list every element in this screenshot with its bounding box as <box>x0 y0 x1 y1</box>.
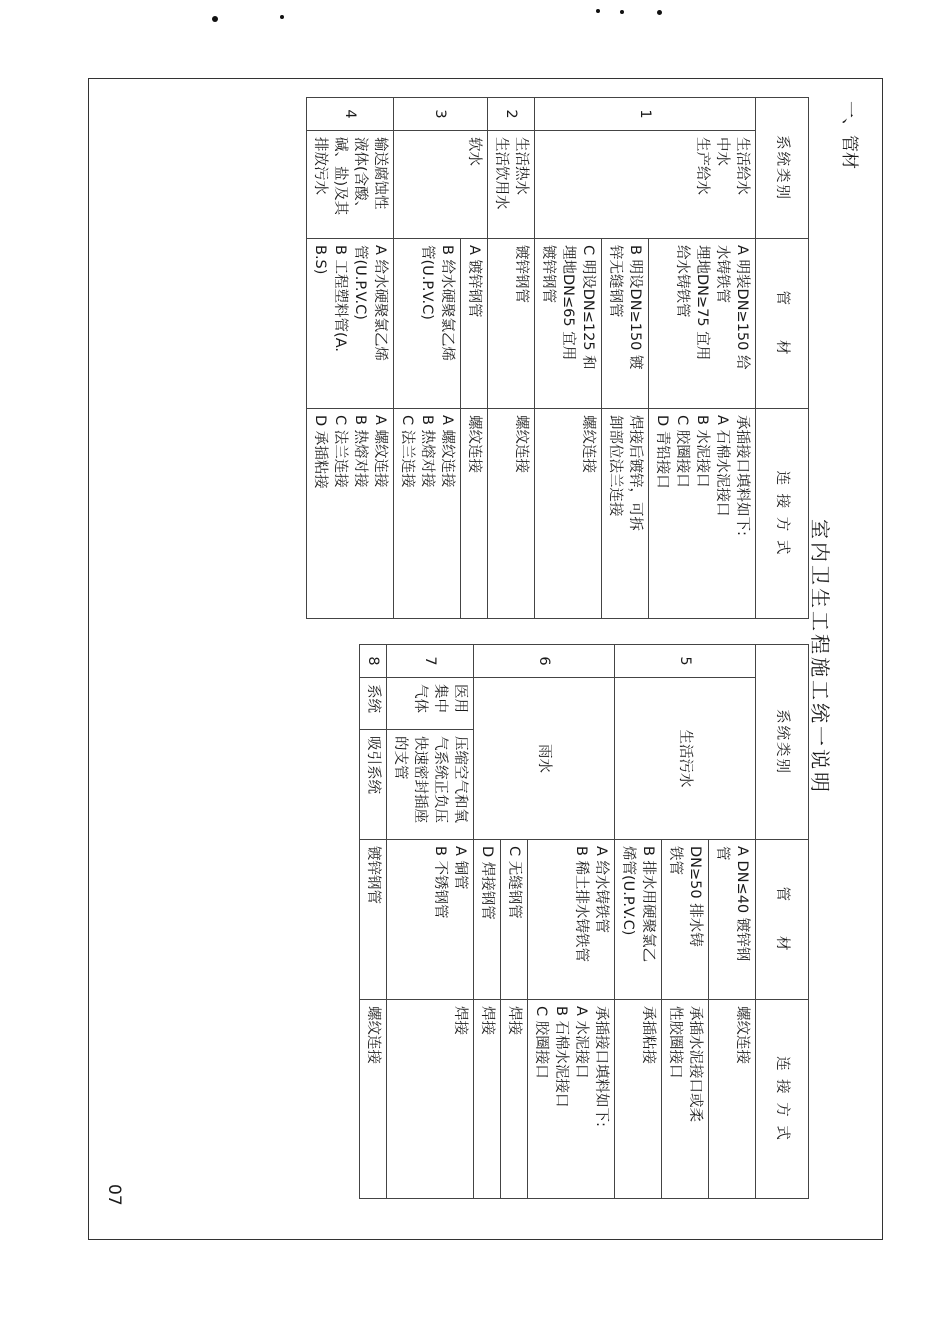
subsystem-line: 的支管 <box>392 736 408 780</box>
row-number: 7 <box>387 645 474 678</box>
connection-line: 焊接 <box>452 1006 468 1035</box>
pipe-line: 埋地DN≤65 宜用 <box>560 245 576 361</box>
system-line: 雨水 <box>536 744 552 773</box>
pipe-material <box>528 840 615 1000</box>
connection-line: 性胶圈接口 <box>667 1006 683 1079</box>
connection-line: B 热熔对接 <box>352 415 368 488</box>
pipe-line: C 明设DN≤125 和 <box>580 245 596 370</box>
system-line: 液体(含酸、 <box>352 137 368 216</box>
pipe-material <box>649 239 756 409</box>
connection-line: 螺纹连接 <box>513 415 529 473</box>
table-header-row <box>756 645 809 1199</box>
pipe-line: B.S) <box>312 245 328 275</box>
system-line: 输送腐蚀性 <box>372 137 388 210</box>
connection-line: 焊接后镀锌，可拆 <box>627 415 643 531</box>
pipe-line: D 焊接钢管 <box>479 846 495 920</box>
system-category <box>488 131 535 239</box>
pipe-material <box>474 840 501 1000</box>
table-row <box>307 98 394 619</box>
pipe-line: 管(U.P.V.C) <box>352 245 368 320</box>
system-line: 生活饮用水 <box>493 137 509 210</box>
table-row <box>488 98 535 619</box>
document-title: 室内卫生工程施工统一说明 <box>808 519 832 795</box>
table-row <box>461 98 488 619</box>
pipe-material <box>488 239 535 409</box>
connection-method <box>474 1000 501 1199</box>
pipe-line: 水铸铁管 <box>714 245 730 303</box>
row-number: 1 <box>535 98 756 131</box>
system-category <box>360 678 387 730</box>
connection-method <box>360 1000 387 1199</box>
pipe-line: B 稀土排水铸铁管 <box>573 846 589 963</box>
connection-method <box>602 409 649 619</box>
connection-line: C 胶圈接口 <box>674 415 690 488</box>
system-line: 中水 <box>714 137 730 166</box>
system-line: 生产给水 <box>694 137 710 195</box>
table-row <box>528 645 615 1199</box>
system-subcategory <box>360 730 387 840</box>
pipe-line: B 明设DN≥150 镀 <box>627 245 643 370</box>
connection-line: B 热熔对接 <box>419 415 435 488</box>
connection-line: A 水泥接口 <box>573 1006 589 1079</box>
system-category <box>474 678 615 840</box>
connection-line: 承插粘接 <box>640 1006 656 1064</box>
table-header-row <box>756 98 809 619</box>
pipe-line: B 排水用硬聚氯乙 <box>640 846 656 963</box>
connection-line: 卸部位法兰连接 <box>607 415 623 517</box>
pipe-material <box>360 840 387 1000</box>
pipe-line: A 铜管 <box>452 846 468 890</box>
table-row <box>649 98 756 619</box>
connection-line: 承插水泥接口或柔 <box>687 1006 703 1122</box>
pipe-material <box>615 840 662 1000</box>
connection-method <box>501 1000 528 1199</box>
rotated-document <box>89 79 884 1241</box>
connection-line: 承插接口填料如下: <box>734 415 750 536</box>
pipe-line: 烯管(U.P.V.C) <box>620 846 636 936</box>
header-connection: 连 接 方 式 <box>756 409 809 619</box>
scan-speck <box>280 15 284 19</box>
section-heading: 一、管材 <box>839 101 859 169</box>
connection-method <box>615 1000 662 1199</box>
system-category <box>615 678 756 840</box>
system-line: 系统 <box>365 684 381 713</box>
connection-line: 螺纹连接 <box>466 415 482 473</box>
pipe-line: A 给水铸铁管 <box>593 846 609 934</box>
pipe-line: 管(U.P.V.C) <box>419 245 435 320</box>
connection-line: 螺纹连接 <box>734 1006 750 1064</box>
connection-line: 焊接 <box>479 1006 495 1035</box>
pipe-line: B 不锈钢管 <box>432 846 448 919</box>
pipe-line: A 明装DN≥150 给 <box>734 245 750 370</box>
pipe-material <box>662 840 709 1000</box>
page-number: 07 <box>104 1184 124 1206</box>
system-category <box>387 678 474 730</box>
system-line: 生活热水 <box>513 137 529 195</box>
connection-line: B 水泥接口 <box>694 415 710 488</box>
connection-line: A 螺纹连接 <box>372 415 388 488</box>
system-category <box>535 131 756 239</box>
pipe-line: 锌无缝钢管 <box>607 245 623 318</box>
header-system: 系统类别 <box>756 98 809 239</box>
pipe-line: 给水铸铁管 <box>674 245 690 318</box>
system-category <box>394 131 488 239</box>
connection-method <box>528 1000 615 1199</box>
row-number: 3 <box>394 98 488 131</box>
connection-method <box>394 409 461 619</box>
connection-method <box>662 1000 709 1199</box>
connection-method <box>387 1000 474 1199</box>
row-number: 4 <box>307 98 394 131</box>
pipe-line: 管 <box>714 846 730 861</box>
connection-line: C 胶圈接口 <box>533 1006 549 1079</box>
scan-speck <box>212 16 218 22</box>
pipe-line: A 给水硬聚氯乙烯 <box>372 245 388 362</box>
pipe-line: DN≥50 排水铸 <box>687 846 703 947</box>
subsystem-line: 吸引系统 <box>365 736 381 794</box>
pipe-line: A 镀锌钢管 <box>466 245 482 318</box>
system-line: 医用 <box>452 684 468 713</box>
pipe-material-table-left <box>306 97 809 619</box>
connection-method <box>709 1000 756 1199</box>
pipe-line: 埋地DN≥75 宜用 <box>694 245 710 361</box>
row-number: 6 <box>474 645 615 678</box>
system-line: 气体 <box>412 684 428 713</box>
scan-speck <box>596 9 600 13</box>
system-line: 软水 <box>466 137 482 166</box>
connection-line: D 青铅接口 <box>654 415 670 489</box>
pipe-material <box>709 840 756 1000</box>
system-line: 碱、盐)及其 <box>332 137 348 216</box>
connection-line: A 螺纹连接 <box>439 415 455 488</box>
connection-line: C 法兰连接 <box>332 415 348 488</box>
row-number: 2 <box>488 98 535 131</box>
pipe-material <box>307 239 394 409</box>
page-frame <box>88 78 883 1240</box>
system-category <box>307 131 394 239</box>
system-line: 排放污水 <box>312 137 328 195</box>
pipe-material <box>535 239 602 409</box>
connection-line: 承插接口填料如下: <box>593 1006 609 1127</box>
connection-method <box>488 409 535 619</box>
pipe-line: B 工程塑料管(A. <box>332 245 348 352</box>
system-line: 生活污水 <box>677 729 693 788</box>
pipe-line: B 给水硬聚氯乙烯 <box>439 245 455 362</box>
header-connection: 连 接 方 式 <box>756 1000 809 1199</box>
connection-method <box>461 409 488 619</box>
connection-line: 螺纹连接 <box>580 415 596 473</box>
pipe-line: A DN≤40 镀锌钢 <box>734 846 750 962</box>
table-row <box>709 645 756 1199</box>
pipe-material-table-right <box>359 644 809 1199</box>
connection-line: A 石棉水泥接口 <box>714 415 730 517</box>
header-pipe: 管 材 <box>756 840 809 1000</box>
table-row <box>360 645 387 1199</box>
header-system: 系统类别 <box>756 645 809 840</box>
subsystem-line: 压缩空气和氧 <box>452 736 468 823</box>
header-pipe: 管 材 <box>756 239 809 409</box>
system-subcategory <box>387 730 474 840</box>
system-line: 生活给水 <box>734 137 750 195</box>
scan-speck <box>620 10 624 14</box>
pipe-material <box>461 239 488 409</box>
connection-line: B 石棉水泥接口 <box>553 1006 569 1108</box>
pipe-material <box>602 239 649 409</box>
connection-method <box>307 409 394 619</box>
system-line: 集中 <box>432 684 448 713</box>
pipe-material <box>394 239 461 409</box>
pipe-line: 镀锌钢管 <box>365 846 381 904</box>
pipe-line: 镀锌钢管 <box>540 245 556 303</box>
pipe-material <box>387 840 474 1000</box>
row-number: 8 <box>360 645 387 678</box>
subsystem-line: 快速密封插座 <box>412 736 428 823</box>
table-row <box>387 645 474 1199</box>
pipe-material <box>501 840 528 1000</box>
pipe-line: C 无缝钢管 <box>506 846 522 919</box>
connection-line: C 法兰连接 <box>399 415 415 488</box>
connection-line: D 承插粘接 <box>312 415 328 489</box>
row-number: 5 <box>615 645 756 678</box>
connection-line: 焊接 <box>506 1006 522 1035</box>
scan-speck <box>657 10 662 15</box>
connection-method <box>535 409 602 619</box>
connection-method <box>649 409 756 619</box>
pipe-line: 镀锌钢管 <box>513 245 529 303</box>
connection-line: 螺纹连接 <box>365 1006 381 1064</box>
subsystem-line: 气系统正负压 <box>432 736 448 823</box>
pipe-line: 铁管 <box>667 846 683 875</box>
